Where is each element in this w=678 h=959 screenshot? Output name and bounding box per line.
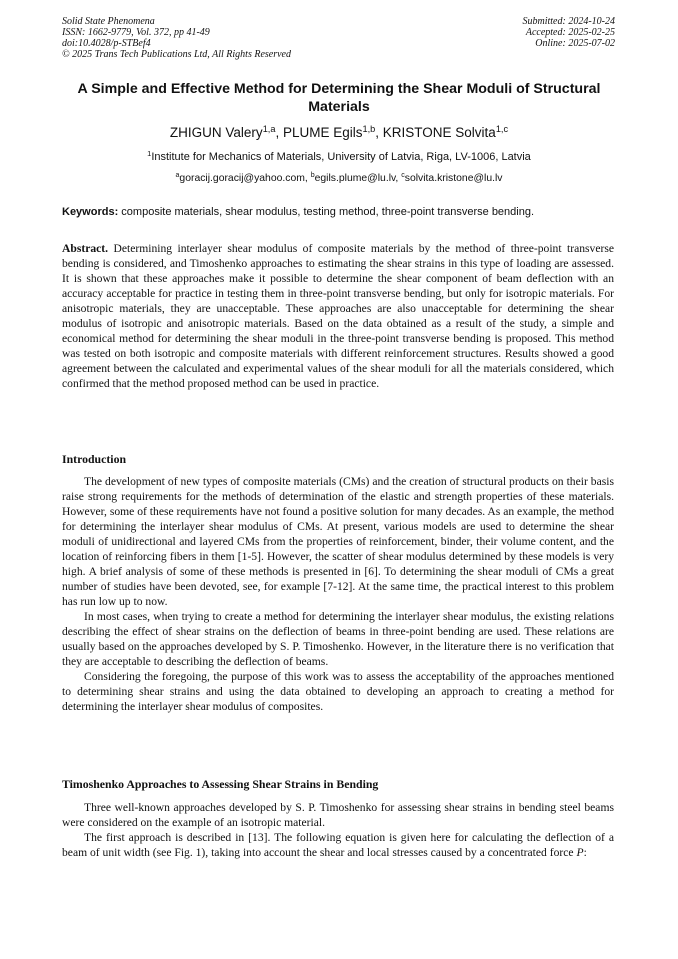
paragraph: Considering the foregoing, the purpose of this work was to assess the acceptability of the approaches mentioned to determining shear strains and using the data obtained to developing an approach to creating a method for determining the interlayer shear modulus of composites. (62, 670, 614, 713)
paragraph: The development of new types of composite materials (CMs) and the creation of structural products on their basis raise strong requirements for the methods of determination of the elastic and strength properties of these materials. However, some of these requirements have not found a positive solution for many decades. As an example, the method for determining the interlayer shear modulus of CMs. At present, various models are used to determine the shear moduli of unidirectional and layered CMs from the properties of reinforcement, binder, their volume content, and the location of reinforcing fibers in them [1-5]. However, the scatter of shear modulus determined by these models is very high. A brief analysis of some of these methods is presented in [6]. To determining the shear moduli of CMs a great number of studies have been devoted, see, for example [7-12]. At the same time, the practical interest to this problem has run low up to now. (62, 475, 614, 608)
keywords (62, 205, 616, 219)
journal-info (62, 16, 291, 60)
email-link[interactable]: $^a$goracij.goracij@yahoo.com, (175, 172, 311, 184)
abstract-label: Abstract. (62, 242, 109, 255)
author: KRISTONE Solvita$^{1,c}$ (382, 123, 509, 140)
keywords-text: composite materials, shear modulus, testing method, three-point transverse bending. (118, 206, 535, 218)
abstract (62, 241, 614, 391)
paragraph: Three well-known approaches developed by S. P. Timoshenko for assessing shear strains in bending steel beams were considered on the example of an isotropic material. (62, 801, 614, 829)
email-link[interactable]: $^b$egils.plume@lu.lv, (310, 172, 402, 184)
issn: ISSN: 1662-9779, Vol. 372, pp 41-49 (62, 27, 210, 38)
email-list (62, 172, 616, 186)
paper-title: A Simple and Effective Method for Determining the Shear Moduli of Structural Materials (77, 81, 601, 115)
accepted-date: Accepted: 2025-02-25 (525, 27, 615, 38)
timoshenko-body (62, 800, 614, 860)
journal-name: Solid State Phenomena (62, 16, 155, 27)
doi: doi:10.4028/p-STBef4 (62, 38, 151, 49)
author: PLUME Egils$^{1,b}$, (282, 123, 383, 140)
section-heading-timoshenko: Timoshenko Approaches to Assessing Shear Strains in Bending (62, 777, 379, 791)
introduction-body (62, 474, 614, 714)
author-list (62, 124, 616, 142)
abstract-text: Determining interlayer shear modulus of composite materials by the method of three-point transverse bending is considered, and Timoshenko approaches to estimating the shear strains in this type of loading are assessed. It is shown that these approaches make it possible to determine the shear component of beam deflection with an accuracy acceptable for practice in testing them in three-point transverse bending, but only for isotropic materials. For anisotropic materials, they are unacceptable. These approaches are also unacceptable for determining the shear modulus of isotropic and anisotropic materials. Based on the data obtained as a result of the study, a simple and economical method for determining the shear moduli in the three-point transverse bending is proposed. This method was tested on both isotropic and composite materials with different reinforcement structures. Results showed a good agreement between the calculated and experimental values of the shear moduli for all the materials considered, which confirmed that the method proposed method can be used in practice. (62, 242, 614, 390)
section-heading-introduction: Introduction (62, 452, 127, 466)
dates-info (523, 16, 616, 49)
online-date: Online: 2025-07-02 (535, 38, 615, 49)
paragraph: The first approach is described in [13]. The following equation is given here for calculating the deflection of a beam of unit width (see Fig. 1), taking into account the shear and local stresses caused by a concentrated force P: (62, 831, 614, 859)
paragraph: In most cases, when trying to create a method for determining the interlayer shear modulus, the existing relations describing the effect of shear strains on the deflection of beams in three-point bending are used. These relations are usually based on the approaches developed by S. P. Timoshenko. However, in the literature there is no verification that they are acceptable to describing the deflection of beams. (62, 610, 614, 668)
force-variable: P (576, 846, 584, 859)
keywords-label: Keywords: (62, 206, 119, 218)
submitted-date: Submitted: 2024-10-24 (522, 16, 615, 27)
author: ZHIGUN Valery$^{1,a}$, (169, 123, 283, 140)
copyright: © 2025 Trans Tech Publications Ltd, All Rights Reserved (62, 49, 291, 60)
email-link[interactable]: $^c$solvita.kristone@lu.lv (401, 172, 503, 184)
affiliation: $^1$Institute for Mechanics of Materials, University of Latvia, Riga, LV-1006, Latvia (147, 148, 531, 163)
